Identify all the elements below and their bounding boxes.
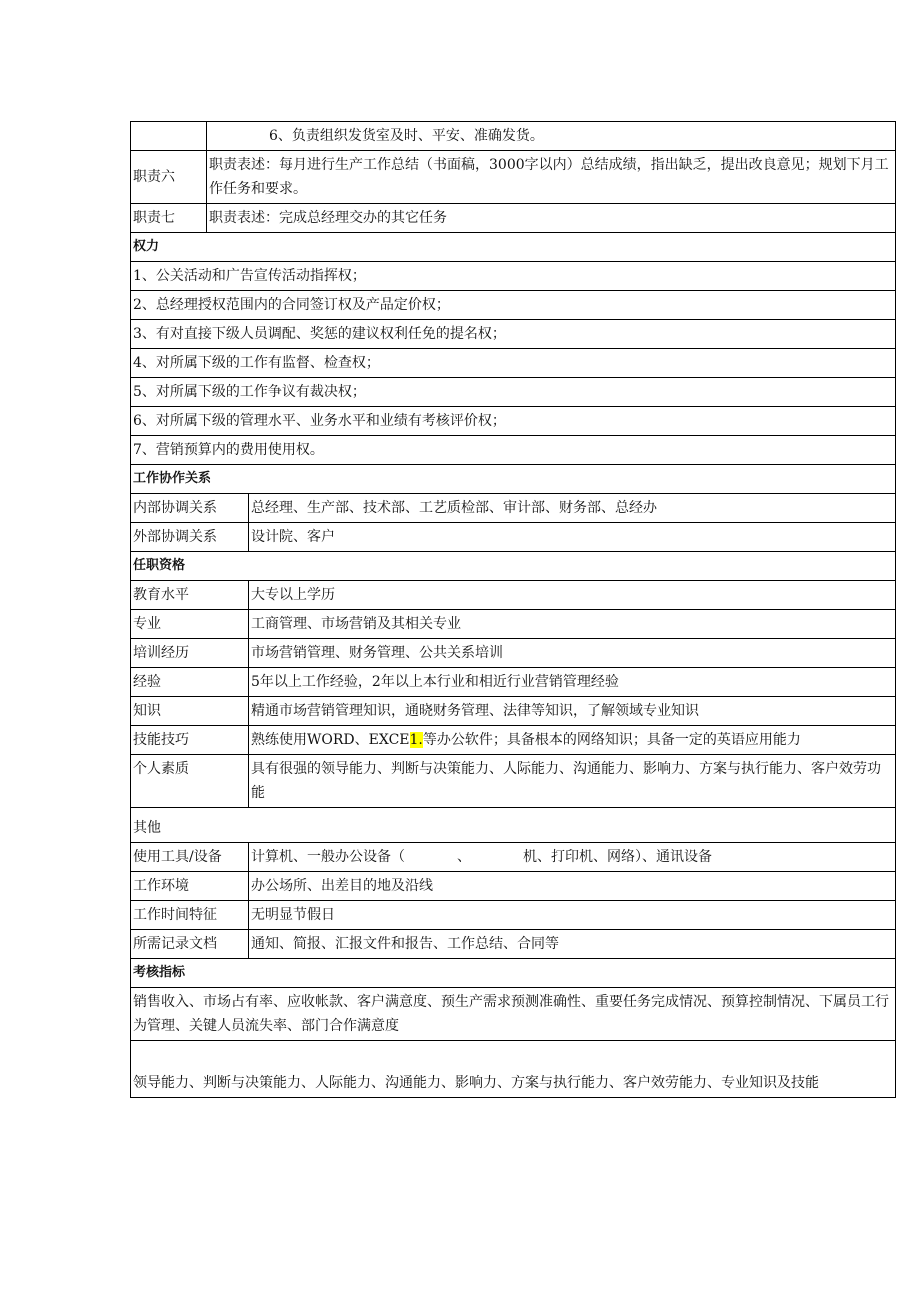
- major-label: 专业: [131, 610, 249, 639]
- duty-empty-label: [131, 122, 207, 151]
- records-value: 通知、简报、汇报文件和报告、工作总结、合同等: [249, 930, 896, 959]
- tools-text-1: 计算机、一般办公设备（: [251, 849, 405, 865]
- tools-label: 使用工具/设备: [131, 843, 249, 872]
- duty6-label: 职责六: [131, 151, 207, 204]
- assessment-heading: 考核指标: [131, 959, 896, 988]
- duty7-text: 职责表述：完成总经理交办的其它任务: [207, 204, 896, 233]
- experience-value: 5年以上工作经验，2年以上本行业和相近行业营销管理经验: [249, 668, 896, 697]
- knowledge-value: 精通市场营销管理知识，通晓财务管理、法律等知识，了解领域专业知识: [249, 697, 896, 726]
- personal-quality-value: 具有很强的领导能力、判断与决策能力、人际能力、沟通能力、影响力、方案与执行能力、客户效劳功能: [249, 755, 896, 808]
- knowledge-label: 知识: [131, 697, 249, 726]
- power-item: 2、总经理授权范围内的合同签订权及产品定价权；: [131, 291, 896, 320]
- internal-coordination-value: 总经理、生产部、技术部、工艺质检部、审计部、财务部、总经办: [249, 494, 896, 523]
- environment-label: 工作环境: [131, 872, 249, 901]
- major-value: 工商管理、市场营销及其相关专业: [249, 610, 896, 639]
- power-item: 5、对所属下级的工作争议有裁决权；: [131, 378, 896, 407]
- tools-text-2: 、: [457, 849, 471, 865]
- details-table: [130, 493, 896, 959]
- experience-label: 经验: [131, 668, 249, 697]
- external-coordination-value: 设计院、客户: [249, 523, 896, 552]
- qualifications-heading: 任职资格: [131, 552, 896, 581]
- duty7-label: 职责七: [131, 204, 207, 233]
- power-item: 1、公关活动和广告宣传活动指挥权；: [131, 262, 896, 291]
- power-item: 6、对所属下级的管理水平、业务水平和业绩有考核评价权；: [131, 407, 896, 436]
- duties-table: [130, 121, 896, 233]
- tools-text-3: 机、打印机、网络）、通讯设备: [523, 849, 712, 865]
- tools-value: [249, 843, 896, 872]
- power-item: 3、有对直接下级人员调配、奖惩的建议权利任免的提名权；: [131, 320, 896, 349]
- collaboration-heading: 工作协作关系: [131, 465, 896, 494]
- skills-label: 技能技巧: [131, 726, 249, 755]
- skills-highlight: 1.: [409, 732, 423, 748]
- duty6-text: 职责表述：每月进行生产工作总结（书面稿，3000字以内）总结成绩，指出缺乏，提出改良意见；规划下月工作任务和要求。: [207, 151, 896, 204]
- other-heading: 其他: [131, 808, 896, 843]
- job-description-document: [130, 121, 896, 1098]
- work-time-label: 工作时间特征: [131, 901, 249, 930]
- internal-coordination-label: 内部协调关系: [131, 494, 249, 523]
- power-item: 7、营销预算内的费用使用权。: [131, 436, 896, 465]
- powers-heading: 权力: [131, 233, 896, 262]
- records-label: 所需记录文档: [131, 930, 249, 959]
- education-label: 教育水平: [131, 581, 249, 610]
- assessment-abilities: 领导能力、判断与决策能力、人际能力、沟通能力、影响力、方案与执行能力、客户效劳能力、专业知识及技能: [131, 1041, 896, 1098]
- external-coordination-label: 外部协调关系: [131, 523, 249, 552]
- skills-text-before: 熟练使用WORD、EXCE: [251, 732, 410, 748]
- power-item: 4、对所属下级的工作有监督、检查权；: [131, 349, 896, 378]
- personal-quality-label: 个人素质: [131, 755, 249, 808]
- training-label: 培训经历: [131, 639, 249, 668]
- environment-value: 办公场所、出差目的地及沿线: [249, 872, 896, 901]
- education-value: 大专以上学历: [249, 581, 896, 610]
- training-value: 市场营销管理、财务管理、公共关系培训: [249, 639, 896, 668]
- skills-text-after: 等办公软件；具备根本的网络知识；具备一定的英语应用能力: [422, 732, 801, 748]
- skills-value: [249, 726, 896, 755]
- duty-item-6: 6、负责组织发货室及时、平安、准确发货。: [207, 122, 896, 151]
- powers-table: [130, 232, 896, 494]
- work-time-value: 无明显节假日: [249, 901, 896, 930]
- assessment-table: [130, 958, 896, 1098]
- assessment-indicators: 销售收入、市场占有率、应收帐款、客户满意度、预生产需求预测准确性、重要任务完成情况、预算控制情况、下属员工行为管理、关键人员流失率、部门合作满意度: [131, 988, 896, 1041]
